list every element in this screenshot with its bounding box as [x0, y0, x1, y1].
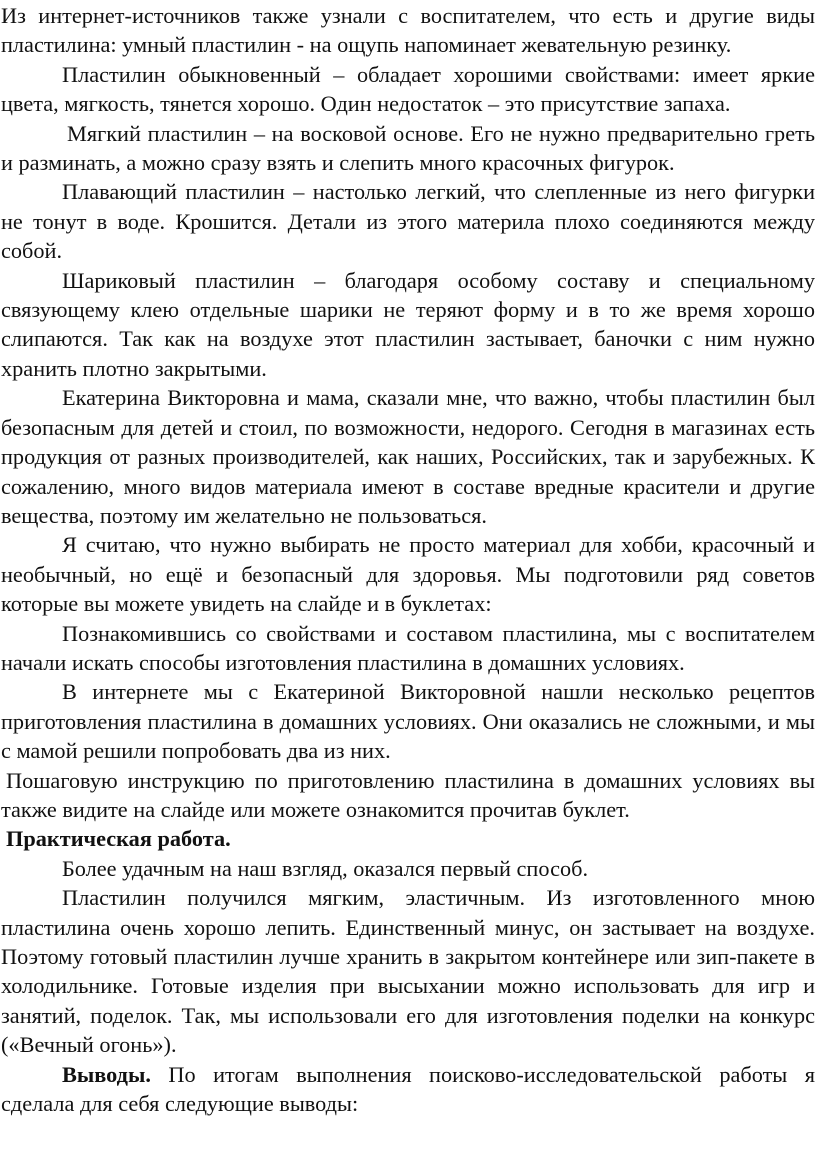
- paragraph-ball-plasticine: Шариковый пластилин – благодаря особому составу и специальному связующему клею отдельные шарики не теряют форму и в то же время хорошо слипаются. Так как на воздухе этот пластилин застывает, баночки с ним нужно хранить плотно закрытыми.: [1, 267, 815, 381]
- paragraph-opinion: Я считаю, что нужно выбирать не просто материал для хобби, красочный и необычный, но ещё и безопасный для здоровья. Мы подготовили ряд советов которые вы можете увидеть на слайде и в буклетах:: [1, 532, 815, 617]
- paragraph-recipes: В интернете мы с Екатериной Викторовной нашли несколько рецептов приготовления пластилина в домашних условиях. Они оказались не сложными, и мы с мамой решили попробовать два из них.: [1, 679, 815, 764]
- paragraph-ordinary-plasticine: Пластилин обыкновенный – обладает хорошими свойствами: имеет яркие цвета, мягкость, тянется хорошо. Один недостаток – это присутствие запаха.: [1, 61, 815, 117]
- paragraph-intro: Из интернет-источников также узнали с воспитателем, что есть и другие виды пластилина: умный пластилин - на ощупь напоминает жевательную резинку.: [1, 3, 815, 58]
- paragraph-safety: Екатерина Викторовна и мама, сказали мне, что важно, чтобы пластилин был безопасным для детей и стоил, по возможности, недорого. Сегодня в магазинах есть продукция от разных производителей, как наших, Российских, так и зарубежных. К сожалению, много видов материала имеют в составе вредные красители и другие вещества, поэтому им желательно не пользоваться.: [1, 385, 815, 528]
- paragraph-result: Пластилин получился мягким, эластичным. Из изготовленного мною пластилина очень хорошо лепить. Единственный минус, он застывает на воздухе. Поэтому готовый пластилин лучше хранить в закрытом контейнере или зип-пакете в холодильнике. Готовые изделия при высыхании можно использовать для игр и занятий, поделок. Так, мы использовали его для изготовления поделки на конкурс («Вечный огонь»).: [1, 885, 815, 1058]
- paragraph-floating-plasticine: Плавающий пластилин – настолько легкий, что слепленные из него фигурки не тонут в воде. Крошится. Детали из этого материла плохо соединяются между собой.: [1, 179, 815, 264]
- section-heading-practical-work: Практическая работа.: [6, 826, 231, 852]
- paragraph-conclusions: [1, 1060, 815, 1119]
- paragraph-first-method: Более удачным на наш взгляд, оказался первый способ.: [62, 855, 589, 881]
- paragraph-search-methods: Познакомившись со свойствами и составом пластилина, мы с воспитателем начали искать способы изготовления пластилина в домашних условиях.: [1, 620, 815, 675]
- paragraph-soft-plasticine: Мягкий пластилин – на восковой основе. Его не нужно предварительно греть и разминать, а можно сразу взять и слепить много красочных фигурок.: [1, 120, 815, 176]
- conclusions-text: По итогам выполнения поисково-исследовательской работы я сделала для себя следующие выводы:: [1, 1061, 815, 1117]
- paragraph-instruction: Пошаговую инструкцию по приготовлению пластилина в домашних условиях вы также видите на слайде или можете ознакомится прочитав буклет.: [1, 767, 815, 822]
- conclusions-label: Выводы.: [62, 1061, 151, 1087]
